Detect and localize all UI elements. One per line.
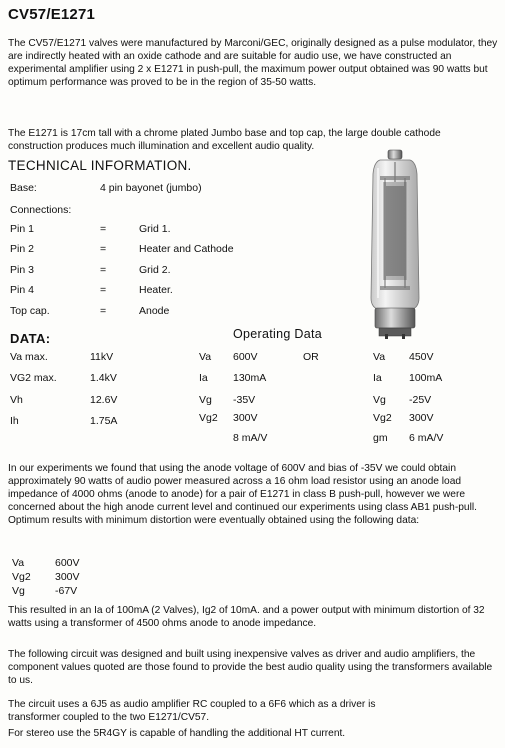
rating-label: Ih bbox=[10, 415, 19, 427]
op1-value: 600V bbox=[233, 351, 258, 363]
op2-label: gm bbox=[373, 432, 388, 444]
pin-equals: = bbox=[100, 223, 107, 235]
base-value: 4 pin bayonet (jumbo) bbox=[100, 182, 202, 194]
or-label: OR bbox=[303, 351, 319, 363]
experiment-paragraph: In our experiments we found that using the anode voltage of 600V and bias of -35V we could obtain approximately 90 watts of audio power measured across a 16 ohm load resistor using an anode load impedance of 4000 ohms (anode to anode) for a pair of E1271 in class B push-pull, however we were concerned about the high anode current level and continued our experiments using class AB1 push-pull. Optimum results with minimum distortion were eventually obtained using the following data: bbox=[8, 463, 477, 526]
pin-name: Pin 3 bbox=[10, 264, 34, 276]
page-title: CV57/E1271 bbox=[8, 6, 96, 23]
pin-name: Pin 4 bbox=[10, 284, 34, 296]
rating-value: 1.75A bbox=[90, 415, 118, 427]
final-data-label: Vg bbox=[12, 585, 25, 597]
pin-equals: = bbox=[100, 243, 107, 255]
stereo-note: For stereo use the 5R4GY is capable of handling the additional HT current. bbox=[8, 728, 346, 739]
pin-description: Heater and Cathode bbox=[139, 243, 234, 255]
circuit-uses-line: The circuit uses a 6J5 as audio amplifier RC coupled to a 6F6 which as a driver is bbox=[8, 699, 376, 710]
op2-value: 450V bbox=[409, 351, 434, 363]
final-data-value: 300V bbox=[55, 571, 80, 583]
final-data-value: 600V bbox=[55, 557, 80, 569]
final-data-value: -67V bbox=[55, 585, 78, 597]
op2-value: 100mA bbox=[409, 372, 443, 384]
base-label: Base: bbox=[10, 182, 37, 194]
op1-transconductance: 8 mA/V bbox=[233, 432, 268, 444]
op1-value: 130mA bbox=[233, 372, 267, 384]
final-data-label: Vg2 bbox=[12, 571, 31, 583]
pin-description: Heater. bbox=[139, 284, 173, 296]
op2-label: Ia bbox=[373, 372, 382, 384]
description-paragraph: The E1271 is 17cm tall with a chrome plated Jumbo base and top cap, the large double cathode construction produces much illumination and excellent audio quality. bbox=[8, 128, 441, 152]
op1-label: Vg2 bbox=[199, 412, 218, 424]
circuit-paragraph: The following circuit was designed and built using inexpensive valves as driver and audio amplifiers, the component values quoted are those found to provide the best audio quality using the transformers available to us. bbox=[8, 649, 493, 686]
op1-label: Va bbox=[199, 351, 212, 363]
pin-name: Pin 2 bbox=[10, 243, 34, 255]
intro-paragraph: The CV57/E1271 valves were manufactured by Marconi/GEC, originally designed as a pulse modulator, they are indirectly heated with an oxide cathode and are suitable for audio use, we have constructed an experimental amplifier using 2 x E1271 in push-pull, the maximum power output obtained was 90 watts but optimum performance was proved to be in the region of 35-50 watts. bbox=[8, 38, 498, 88]
rating-label: Vh bbox=[10, 394, 23, 406]
op1-value: -35V bbox=[233, 394, 256, 406]
pin-equals: = bbox=[100, 284, 107, 296]
rating-value: 1.4kV bbox=[90, 372, 117, 384]
op2-label: Va bbox=[373, 351, 386, 363]
operating-data-heading: Operating Data bbox=[233, 327, 322, 341]
op2-value: 6 mA/V bbox=[409, 432, 444, 444]
rating-value: 12.6V bbox=[90, 394, 118, 406]
rating-label: Va max. bbox=[10, 351, 48, 363]
circuit-uses-line: transformer coupled to the two E1271/CV57. bbox=[8, 712, 210, 723]
pin-equals: = bbox=[100, 305, 107, 317]
pin-name: Top cap. bbox=[10, 305, 50, 317]
technical-heading: TECHNICAL INFORMATION. bbox=[8, 158, 192, 173]
pin-description: Anode bbox=[139, 305, 170, 317]
op1-label: Vg bbox=[199, 394, 212, 406]
op2-label: Vg bbox=[373, 394, 386, 406]
connections-label: Connections: bbox=[10, 204, 72, 216]
final-data-label: Va bbox=[12, 557, 25, 569]
result-paragraph: This resulted in an Ia of 100mA (2 Valves), Ig2 of 10mA. and a power output with minimum distortion of 32 watts using a transformer of 4500 ohms anode to anode impedance. bbox=[8, 605, 485, 629]
op1-label: Ia bbox=[199, 372, 208, 384]
pin-description: Grid 1. bbox=[139, 223, 171, 235]
op2-value: -25V bbox=[409, 394, 432, 406]
pin-description: Grid 2. bbox=[139, 264, 171, 276]
pin-equals: = bbox=[100, 264, 107, 276]
op1-value: 300V bbox=[233, 412, 258, 424]
op2-label: Vg2 bbox=[373, 412, 392, 424]
rating-value: 11kV bbox=[90, 351, 114, 363]
rating-label: VG2 max. bbox=[10, 372, 57, 384]
op2-value: 300V bbox=[409, 412, 434, 424]
pin-name: Pin 1 bbox=[10, 223, 34, 235]
data-heading: DATA: bbox=[10, 331, 51, 346]
valve-photo bbox=[350, 148, 440, 340]
